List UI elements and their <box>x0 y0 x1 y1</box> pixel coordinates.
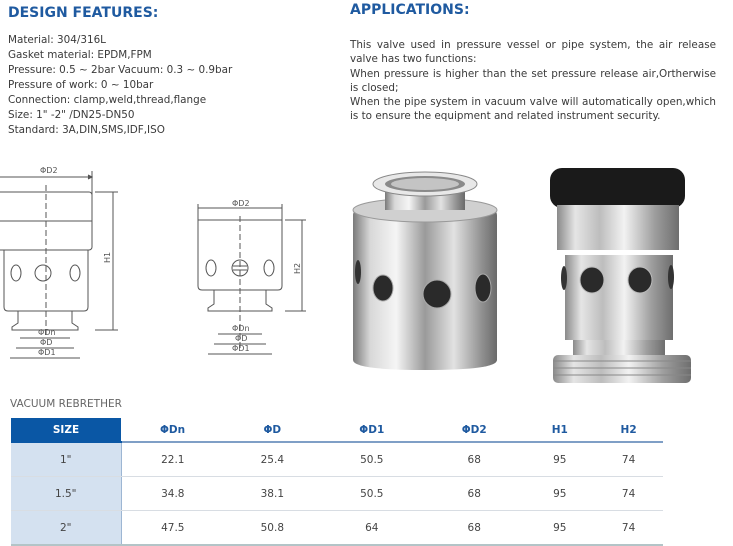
feature-material: Material: 304/316L <box>8 34 106 46</box>
cell-h1: 95 <box>525 511 594 546</box>
dim-d-label: ΦD <box>40 338 53 347</box>
header-h1: H1 <box>525 418 594 442</box>
cell-dn: 47.5 <box>121 511 224 546</box>
table-title: VACUUM REBRETHER <box>10 398 122 410</box>
applications-paragraph: When the pipe system in vacuum valve will automatically open,which is to ensure the equipment and related instrument security. <box>350 96 716 123</box>
cell-h2: 74 <box>594 477 663 511</box>
cell-d1: 64 <box>321 511 423 546</box>
cell-d2: 68 <box>423 477 525 511</box>
product-photo-clamp-valve <box>345 170 505 375</box>
cell-d2: 68 <box>423 511 525 546</box>
table-row <box>11 477 663 511</box>
feature-gasket: Gasket material: EPDM,FPM <box>8 49 152 61</box>
feature-standard: Standard: 3A,DIN,SMS,IDF,ISO <box>8 124 165 136</box>
dim-d1-label: ΦD1 <box>232 344 250 353</box>
cell-d: 50.8 <box>224 511 320 546</box>
cell-h2: 74 <box>594 511 663 546</box>
cell-size: 2" <box>11 511 121 546</box>
dim-h2-label: H2 <box>293 262 302 274</box>
applications-heading: APPLICATIONS: <box>350 2 470 18</box>
technical-drawing-h2 <box>190 198 320 363</box>
header-h2: H2 <box>594 418 663 442</box>
dim-d-label: ΦD <box>235 334 248 343</box>
header-dn: ΦDn <box>121 418 224 442</box>
cell-d1: 50.5 <box>321 477 423 511</box>
table-row <box>11 511 663 546</box>
applications-paragraph: This valve used in pressure vessel or pipe system, the air release valve has two functions: <box>350 39 716 66</box>
cell-dn: 34.8 <box>121 477 224 511</box>
table-header-row <box>11 418 663 442</box>
dim-d1-label: ΦD1 <box>38 348 56 357</box>
dim-dn-label: ΦDn <box>232 324 250 333</box>
header-d2: ΦD2 <box>423 418 525 442</box>
design-features-heading: DESIGN FEATURES: <box>8 5 159 21</box>
cell-d: 25.4 <box>224 442 320 477</box>
cell-dn: 22.1 <box>121 442 224 477</box>
applications-paragraph: When pressure is higher than the set pressure release air,Ortherwise is closed; <box>350 67 716 94</box>
cell-d2: 68 <box>423 442 525 477</box>
cell-h1: 95 <box>525 477 594 511</box>
applications-text <box>350 38 716 124</box>
feature-pressure: Pressure: 0.5 ~ 2bar Vacuum: 0.3 ~ 0.9bar <box>8 64 233 76</box>
feature-work-pressure: Pressure of work: 0 ~ 10bar <box>8 79 154 91</box>
header-d1: ΦD1 <box>321 418 423 442</box>
header-d: ΦD <box>224 418 320 442</box>
cell-h1: 95 <box>525 442 594 477</box>
cell-size: 1.5" <box>11 477 121 511</box>
header-size: SIZE <box>11 418 121 442</box>
product-photo-threaded-valve <box>545 163 695 388</box>
dim-d2-label: ΦD2 <box>232 199 250 208</box>
cell-size: 1" <box>11 442 121 477</box>
feature-connection: Connection: clamp,weld,thread,flange <box>8 94 207 106</box>
dim-d2-label: ΦD2 <box>40 166 58 175</box>
feature-size: Size: 1" -2" /DN25-DN50 <box>8 109 135 121</box>
cell-h2: 74 <box>594 442 663 477</box>
cell-d: 38.1 <box>224 477 320 511</box>
dim-h1-label: H1 <box>103 251 112 263</box>
table-row <box>11 442 663 477</box>
dim-dn-label: ΦDn <box>38 328 56 337</box>
cell-d1: 50.5 <box>321 442 423 477</box>
spec-table <box>11 418 663 546</box>
design-features-list <box>8 33 232 138</box>
technical-drawing-h1 <box>0 155 130 365</box>
